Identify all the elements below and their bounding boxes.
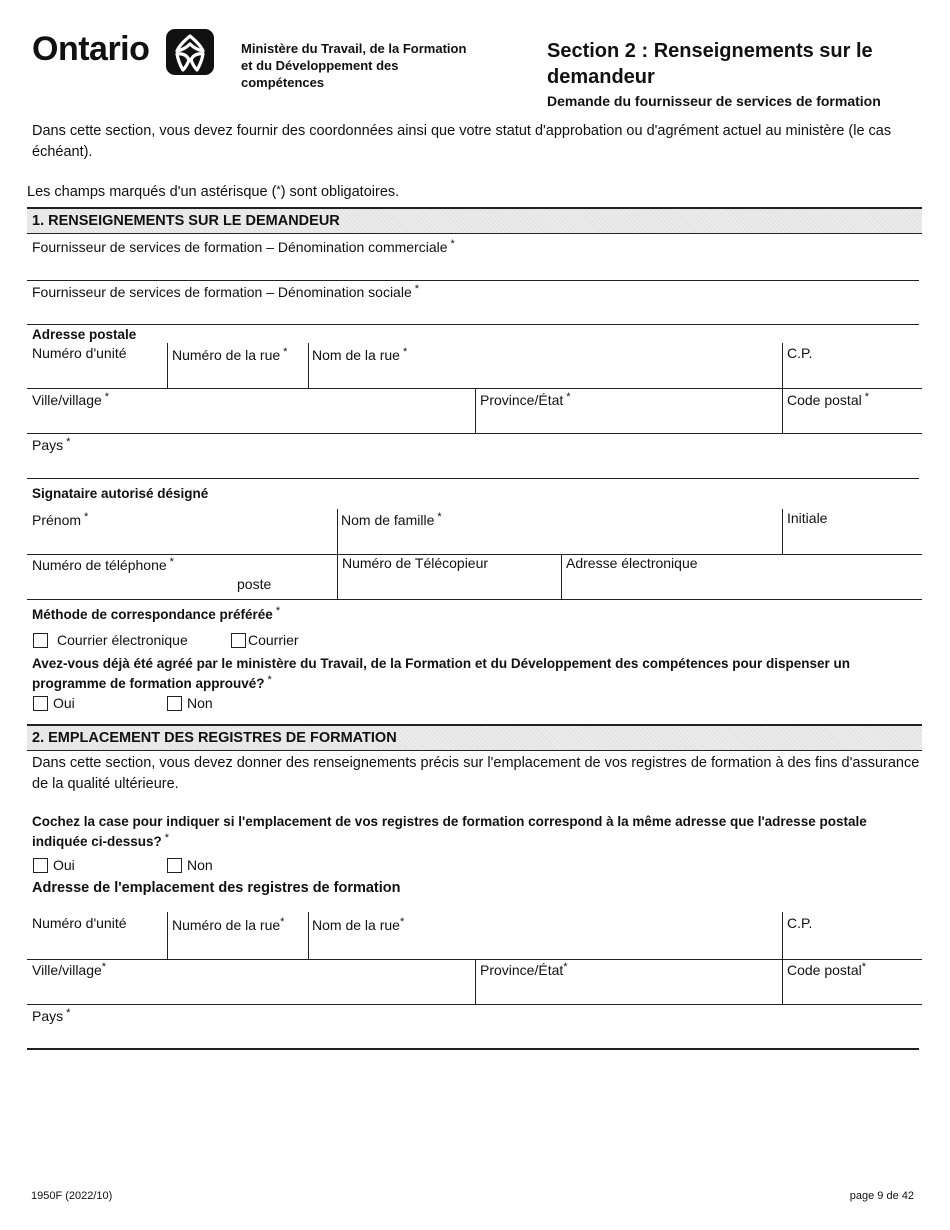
city-label: Ville/village *: [32, 391, 110, 408]
street-name-label: Nom de la rue *: [312, 346, 408, 363]
section-2-intro: Dans cette section, vous devez donner des renseignements précis sur l'emplacement de vos registres de formation à des fins d'assurance de la qualité ultérieure.: [32, 755, 920, 792]
records-unit-field[interactable]: [27, 933, 167, 959]
country-label: Pays *: [32, 436, 71, 453]
phone-ext-label: poste: [237, 576, 272, 592]
email-label: Adresse électronique: [566, 555, 698, 571]
street-number-field[interactable]: [168, 364, 308, 388]
page-number: page 9 de 42: [849, 1190, 914, 1202]
street-number-label: Numéro de la rue *: [172, 346, 288, 363]
fax-field[interactable]: [338, 573, 560, 599]
section-2-header: 2. EMPLACEMENT DES REGISTRES DE FORMATION: [27, 724, 922, 751]
phone-field[interactable]: [27, 574, 232, 599]
records-postal-code-field[interactable]: [783, 979, 922, 1004]
records-province-label: Province/État*: [480, 961, 568, 978]
initial-label: Initiale: [787, 510, 828, 526]
city-field[interactable]: [27, 409, 474, 433]
approved-no-label: Non: [187, 695, 213, 711]
same-address-no-checkbox[interactable]: [167, 858, 182, 873]
section-title: Section 2 : Renseignements sur le demandeur: [547, 40, 873, 88]
approved-question: Avez-vous déjà été agréé par le ministère du Travail, de la Formation et du Développement des compétences pour dispenser un programme de formation approuvé? *: [32, 656, 850, 691]
email-field[interactable]: [562, 573, 922, 599]
correspondence-email-checkbox[interactable]: [33, 633, 48, 648]
unit-field[interactable]: [27, 362, 167, 388]
intro-paragraph: Dans cette section, vous devez fournir des coordonnées ainsi que votre statut d'approbation ou d'agrément actuel au ministère (le cas échéant).: [32, 123, 892, 160]
first-name-label: Prénom *: [32, 511, 89, 528]
records-street-number-field[interactable]: [168, 934, 308, 959]
postal-code-label: Code postal *: [787, 391, 869, 408]
records-street-name-field[interactable]: [309, 934, 782, 959]
same-address-yes-label: Oui: [53, 857, 75, 873]
correspondence-label: Méthode de correspondance préférée *: [32, 605, 281, 622]
province-label: Province/État *: [480, 391, 571, 408]
trade-name-field[interactable]: [27, 256, 919, 280]
same-address-no-label: Non: [187, 857, 213, 873]
country-field[interactable]: [27, 454, 919, 478]
required-note: Les champs marqués d'un astérisque (*) sont obligatoires.: [27, 184, 400, 200]
approved-yes-label: Oui: [53, 695, 75, 711]
phone-ext-field[interactable]: [275, 574, 335, 599]
approved-no-checkbox[interactable]: [167, 696, 182, 711]
same-address-question: Cochez la case pour indiquer si l'emplacement de vos registres de formation correspond à la même adresse que l'adresse postale indiquée ci-dessus? *: [32, 814, 867, 849]
last-name-label: Nom de famille *: [341, 511, 442, 528]
province-field[interactable]: [476, 409, 781, 433]
initial-field[interactable]: [783, 529, 922, 554]
last-name-field[interactable]: [338, 529, 781, 554]
records-street-name-label: Nom de la rue*: [312, 916, 405, 933]
records-address-heading: Adresse de l'emplacement des registres de formation: [32, 880, 401, 896]
form-number: 1950F (2022/10): [31, 1190, 113, 1202]
trade-name-label: Fournisseur de services de formation – Dénomination commerciale *: [32, 238, 455, 255]
records-unit-label: Numéro d'unité: [32, 915, 127, 931]
records-province-field[interactable]: [476, 979, 781, 1004]
records-country-label: Pays *: [32, 1007, 71, 1024]
correspondence-mail-label: Courrier: [248, 632, 299, 648]
first-name-field[interactable]: [27, 529, 335, 554]
ontario-trillium-icon: [166, 29, 214, 75]
phone-label: Numéro de téléphone *: [32, 556, 174, 573]
approved-yes-checkbox[interactable]: [33, 696, 48, 711]
legal-name-field[interactable]: [27, 301, 919, 324]
records-postal-code-label: Code postal*: [787, 961, 866, 978]
correspondence-mail-checkbox[interactable]: [231, 633, 246, 648]
correspondence-email-label: Courrier électronique: [57, 632, 188, 648]
records-po-box-field[interactable]: [783, 933, 922, 959]
section-subtitle: Demande du fournisseur de services de formation: [547, 93, 881, 109]
records-street-number-label: Numéro de la rue*: [172, 916, 285, 933]
unit-label: Numéro d'unité: [32, 345, 127, 361]
same-address-yes-checkbox[interactable]: [33, 858, 48, 873]
records-city-field[interactable]: [27, 979, 474, 1004]
legal-name-label: Fournisseur de services de formation – Dénomination sociale *: [32, 283, 420, 300]
fax-label: Numéro de Télécopieur: [342, 555, 489, 571]
records-country-field[interactable]: [27, 1025, 919, 1048]
ministry-name: Ministère du Travail, de la Formation et du Développement des compétences: [241, 41, 467, 90]
po-box-label: C.P.: [787, 345, 813, 361]
postal-code-field[interactable]: [783, 409, 922, 433]
ontario-logo-text: Ontario: [32, 30, 150, 68]
mailing-address-heading: Adresse postale: [32, 327, 137, 342]
records-po-box-label: C.P.: [787, 915, 813, 931]
signatory-heading: Signataire autorisé désigné: [32, 486, 209, 501]
section-1-header: 1. RENSEIGNEMENTS SUR LE DEMANDEUR: [27, 207, 922, 234]
po-box-field[interactable]: [783, 362, 922, 388]
street-name-field[interactable]: [309, 364, 782, 388]
records-city-label: Ville/village*: [32, 961, 107, 978]
